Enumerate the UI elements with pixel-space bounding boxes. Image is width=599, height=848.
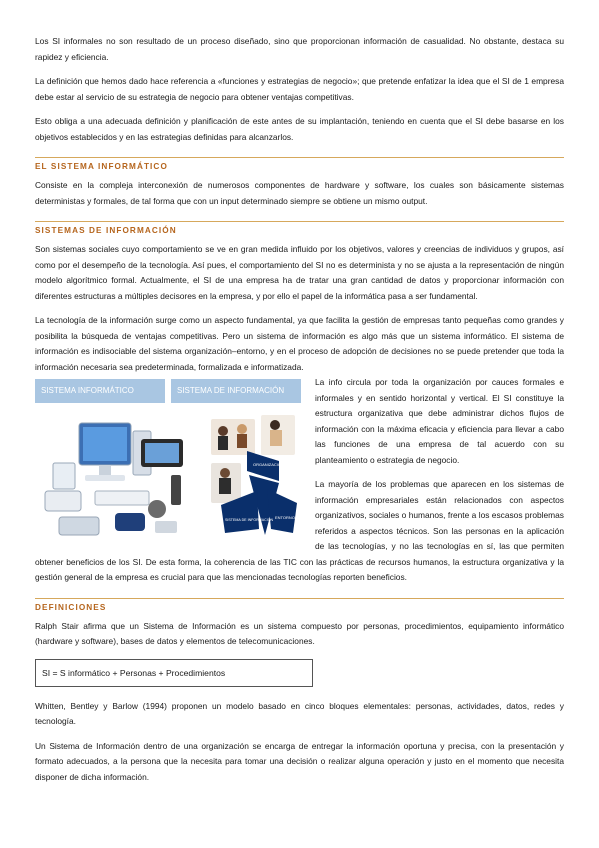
systems-illustration: [35, 379, 303, 547]
computer-equipment-image: [45, 423, 183, 535]
section-paragraph: Ralph Stair afirma que un Sistema de Información es un sistema compuesto por personas, procedimientos, equipamiento informático (hardware y software), bases de datos y elementos de telecomunicaciones.: [35, 620, 564, 646]
section-heading: EL SISTEMA INFORMÁTICO: [35, 162, 168, 171]
section-paragraph: La info circula por toda la organización por cauces formales e informales y en sentido horizontal y vertical. El SI constituye la estructura organizativa que debe administrar dichos flujos de información con la máxima eficacia y eficiencia para llevar a cabo las funciones de una empresa de tal acuerdo con su planteamiento o estrategia de negocio.: [315, 377, 564, 465]
formula-box: SI = S informático + Personas + Procedimientos: [35, 659, 313, 687]
section-paragraph: La mayoría de los problemas que aparecen en los sistemas de información empresariales están relacionados con aspectos organizativos, sociales o humanos, frente a los escasos problemas referidos a aspectos técnicos. Son las personas en la aplicación de las tecnologías, y no las tecnologías en sí, las que permiten obtener beneficios de los SI. De esta forma, la coherencia de las TIC con las prácticas de recursos humanos, la estructura organizativa y la gestión general de la empresa es crucial para que las mencionadas tecnologías reporten beneficios.: [35, 479, 564, 582]
section-heading: SISTEMAS DE INFORMACIÓN: [35, 226, 177, 235]
section-paragraph: Consiste en la compleja interconexión de numerosos componentes de hardware y software, los cuales son básicamente sistemas deterministas y formales, de tal forma que con un input determinado siempre se obtiene un mismo output.: [35, 180, 564, 206]
section-heading: DEFINICIONES: [35, 602, 107, 612]
section-paragraph: Un Sistema de Información dentro de una organización se encarga de entregar la información oportuna y precisa, con la presentación y formato adecuados, a la persona que la necesita para tomar una decisión o realizar alguna operación y justo en el momento que necesita disponer de dicha información.: [35, 740, 564, 782]
section-sistemas-de-informacion: [35, 221, 564, 586]
section-paragraph: Son sistemas sociales cuyo comportamiento se ve en gran medida influido por los objetivos, valores y creencias de individuos y grupos, así como por el desempeño de la tecnología. Así pues, el comportamiento del SI no es determinista y no se ajusta a la representación de ningún modelo algorítmico formal. Actualmente, el SI de una empresa ha de tratar una gran cantidad de datos y proporcionar información con diferentes estructuras a múltiples decisores en la empresa, y por ello el papel de la informática pasa a ser fundamental.: [35, 244, 564, 301]
section-paragraph: La tecnología de la información surge como un aspecto fundamental, ya que facilita la gestión de empresas tanto pequeñas como grandes y posibilita la búsqueda de ventajas competitivas. Pero un sistema de información es algo más que un sistema informático. El sistema de información es indisociable del sistema organización–entorno, y en el proceso de adopción de decisiones no se puede pretender que toda la información necesaria sea predeterminada, formalizada e informatizada.: [35, 315, 564, 372]
figure-label-right: SISTEMA DE INFORMACIÓN: [171, 379, 301, 403]
diagram-label-entorno: ENTORNO: [275, 515, 295, 520]
section-paragraph: Whitten, Bentley y Barlow (1994) proponen un modelo basado en cinco bloques elementales: personas, actividades, datos, redes y tecnología.: [35, 700, 564, 726]
section-definiciones: [35, 598, 564, 786]
diagram-label-organizacion: ORGANIZACIÓN: [253, 462, 284, 467]
diagram-label-sistema-informacion: SISTEMA DE INFORMACIÓN: [225, 518, 274, 522]
figure-label-left: SISTEMA INFORMÁTICO: [35, 379, 165, 403]
section-sistema-informatico: [35, 157, 564, 209]
intro-paragraph-1: Los SI informales no son resultado de un proceso diseñado, sino que proporcionan información de casualidad. No obstante, destaca su rapidez y eficiencia.: [35, 36, 564, 62]
figure-artwork: [35, 379, 303, 547]
intro-paragraph-3: Esto obliga a una adecuada definición y planificación de este antes de su implantación, teniendo en cuenta que el SI debe basarse en los objetivos establecidos y en las estrategias definidas para alcanzarlos.: [35, 116, 564, 142]
intro-paragraph-2: La definición que hemos dado hace referencia a «funciones y estrategias de negocio»; que pretende enfatizar la idea que el SI de 1 empresa debe estar al servicio de su estrategia de negocio para obtener ventajas competitivas.: [35, 76, 564, 102]
